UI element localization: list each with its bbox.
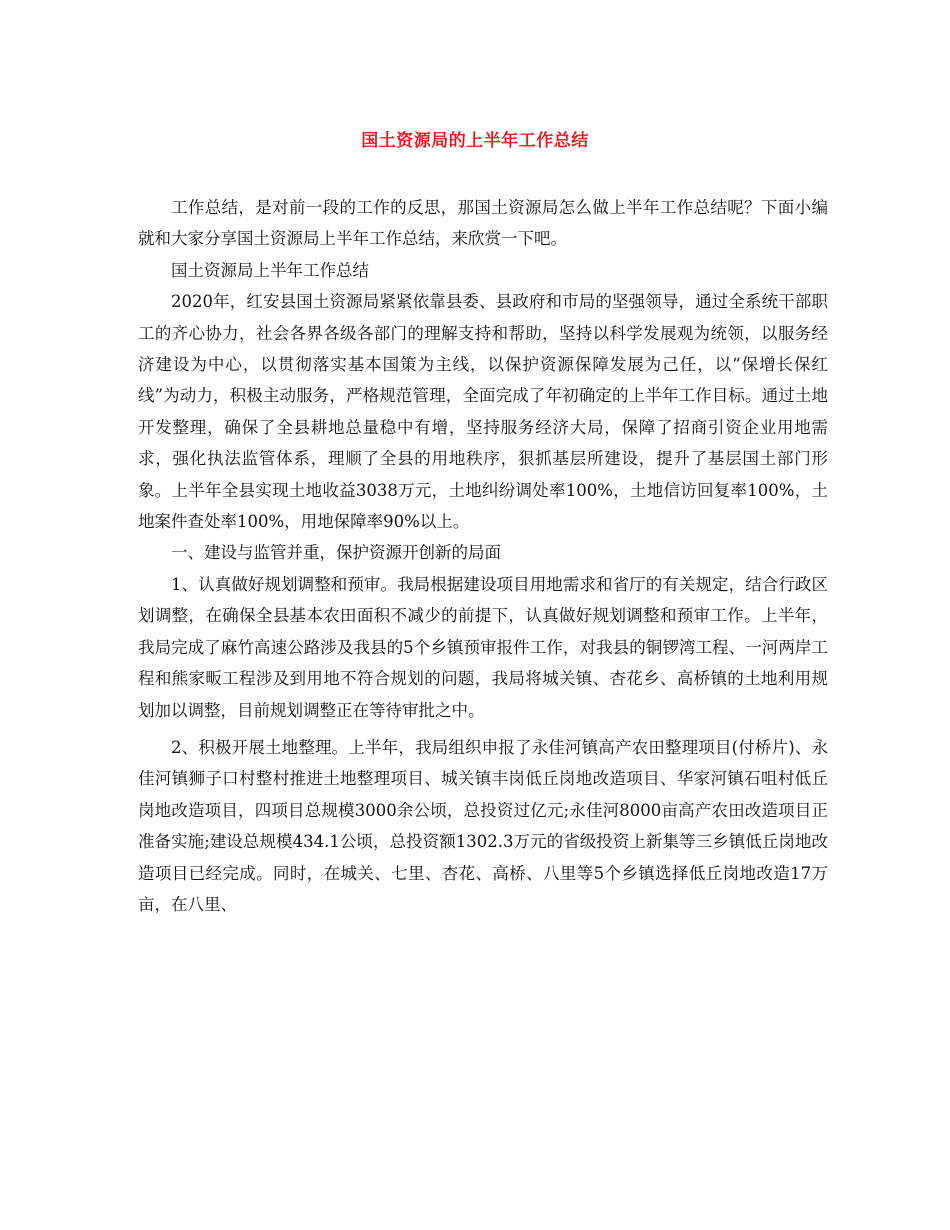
paragraph-land-consolidation: 2、积极开展土地整理。上半年，我局组织申报了永佳河镇高产农田整理项目(付桥片)、永佳河镇狮子口村整村推进土地整理项目、城关镇丰岗低丘岗地改造项目、华家河镇石咀村低丘岗地改造项目，四项目总规模3000余公顷，总投资过亿元;永佳河8000亩高产农田改造项目正准备实施;建设总规模434.1公顷，总投资额1302.3万元的省级投资上新集等三乡镇低丘岗地改造项目已经完成。同时，在城关、七里、杏花、高桥、八里等5个乡镇选择低丘岗地改造17万亩，在八里、 (138, 737, 828, 914)
document-body (138, 192, 828, 920)
paragraph-planning: 1、认真做好规划调整和预审。我局根据建设项目用地需求和省厅的有关规定，结合行政区划调整，在确保全县基本农田面积不减少的前提下，认真做好规划调整和预审工作。上半年，我局完成了麻竹高速公路涉及我县的5个乡镇预审报件工作，对我县的铜锣湾工程、一河两岸工程和熊家畈工程涉及到用地不符合规划的问题，我局将城关镇、杏花乡、高桥镇的土地利用规划加以调整，目前规划调整正在等待审批之中。 (138, 574, 828, 720)
document-title: 国土资源局的上半年工作总结 (361, 131, 589, 151)
section-heading: 一、建设与监管并重，保护资源开创新的局面 (171, 543, 501, 563)
paragraph-subtitle: 国土资源局上半年工作总结 (171, 260, 369, 280)
paragraph-overview: 2020年，红安县国土资源局紧紧依靠县委、县政府和市局的坚强领导，通过全系统干部职工的齐心协力，社会各界各级各部门的理解支持和帮助，坚持以科学发展观为统领，以服务经济建设为中心，以贯彻落实基本国策为主线，以保护资源保障发展为己任，以“保增长保红线”为动力，积极主动服务，严格规范管理，全面完成了年初确定的上半年工作目标。通过土地开发整理，确保了全县耕地总量稳中有增，坚持服务经济大局，保障了招商引资企业用地需求，强化执法监管体系，理顺了全县的用地秩序，狠抓基层所建设，提升了基层国土部门形象。上半年全县实现土地收益3038万元，土地纠纷调处率100%，土地信访回复率100%，土地案件查处率100%，用地保障率90%以上。 (138, 292, 828, 532)
paragraph-intro: 工作总结，是对前一段的工作的反思，那国土资源局怎么做上半年工作总结呢？下面小编就和大家分享国土资源局上半年工作总结，来欣赏一下吧。 (138, 198, 828, 249)
